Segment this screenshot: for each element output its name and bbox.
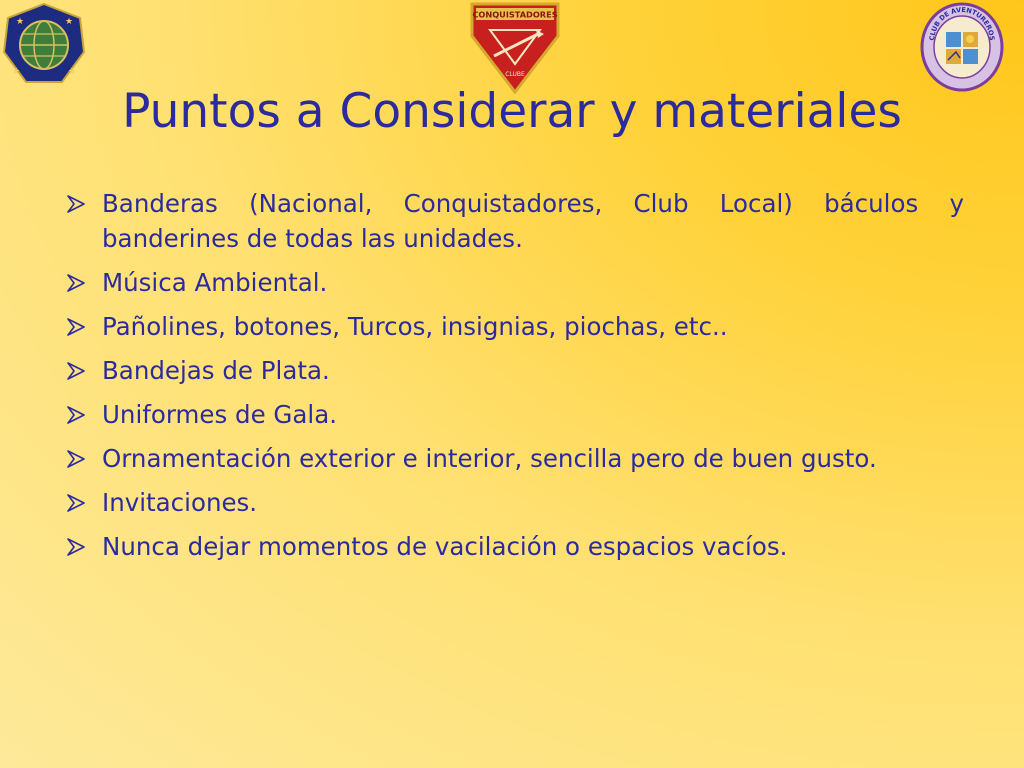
bullet-text: Bandejas de Plata. [102,356,330,385]
bullet-text: Invitaciones. [102,488,258,517]
pathfinder-shield-logo [468,0,562,94]
adventurer-logo-text: CLUB DE AVENTUREROS [927,5,997,42]
slide-title: Puntos a Considerar y materiales [122,84,902,139]
arrow-bullet-icon [66,362,86,380]
bullet-item [66,529,964,564]
bullet-text: Banderas (Nacional, Conquistadores, Club Local) báculos y banderines de todas las unidades. [102,189,964,253]
bullet-item [66,485,964,520]
bullet-item [66,186,964,256]
bullet-text: Pañolines, botones, Turcos, insignias, piochas, etc.. [102,312,728,341]
pathfinder-logo-subtext: CLUBE [505,71,525,78]
svg-text:★: ★ [16,17,25,27]
arrow-bullet-icon [66,494,86,512]
svg-text:★: ★ [68,67,77,77]
arrow-bullet-icon [66,406,86,424]
svg-text:★: ★ [12,67,21,77]
bullet-item [66,353,964,388]
bullet-text: Ornamentación exterior e interior, sencilla pero de buen gusto. [102,444,877,473]
bullet-item [66,397,964,432]
arrow-bullet-icon [66,450,86,468]
arrow-bullet-icon [66,538,86,556]
arrow-bullet-icon [66,274,86,292]
world-emblem-logo [2,2,86,86]
bullet-text: Música Ambiental. [102,268,328,297]
arrow-bullet-icon [66,318,86,336]
svg-text:★: ★ [65,17,74,27]
arrow-bullet-icon [66,195,86,213]
bullet-item [66,441,964,476]
bullet-text: Nunca dejar momentos de vacilación o espacios vacíos. [102,532,788,561]
adventurer-club-logo [920,2,1004,92]
bullet-item [66,265,964,300]
bullet-item [66,309,964,344]
pathfinder-logo-text: CONQUISTADORES [472,9,558,20]
bullet-list [66,186,964,573]
bullet-text: Uniformes de Gala. [102,400,338,429]
